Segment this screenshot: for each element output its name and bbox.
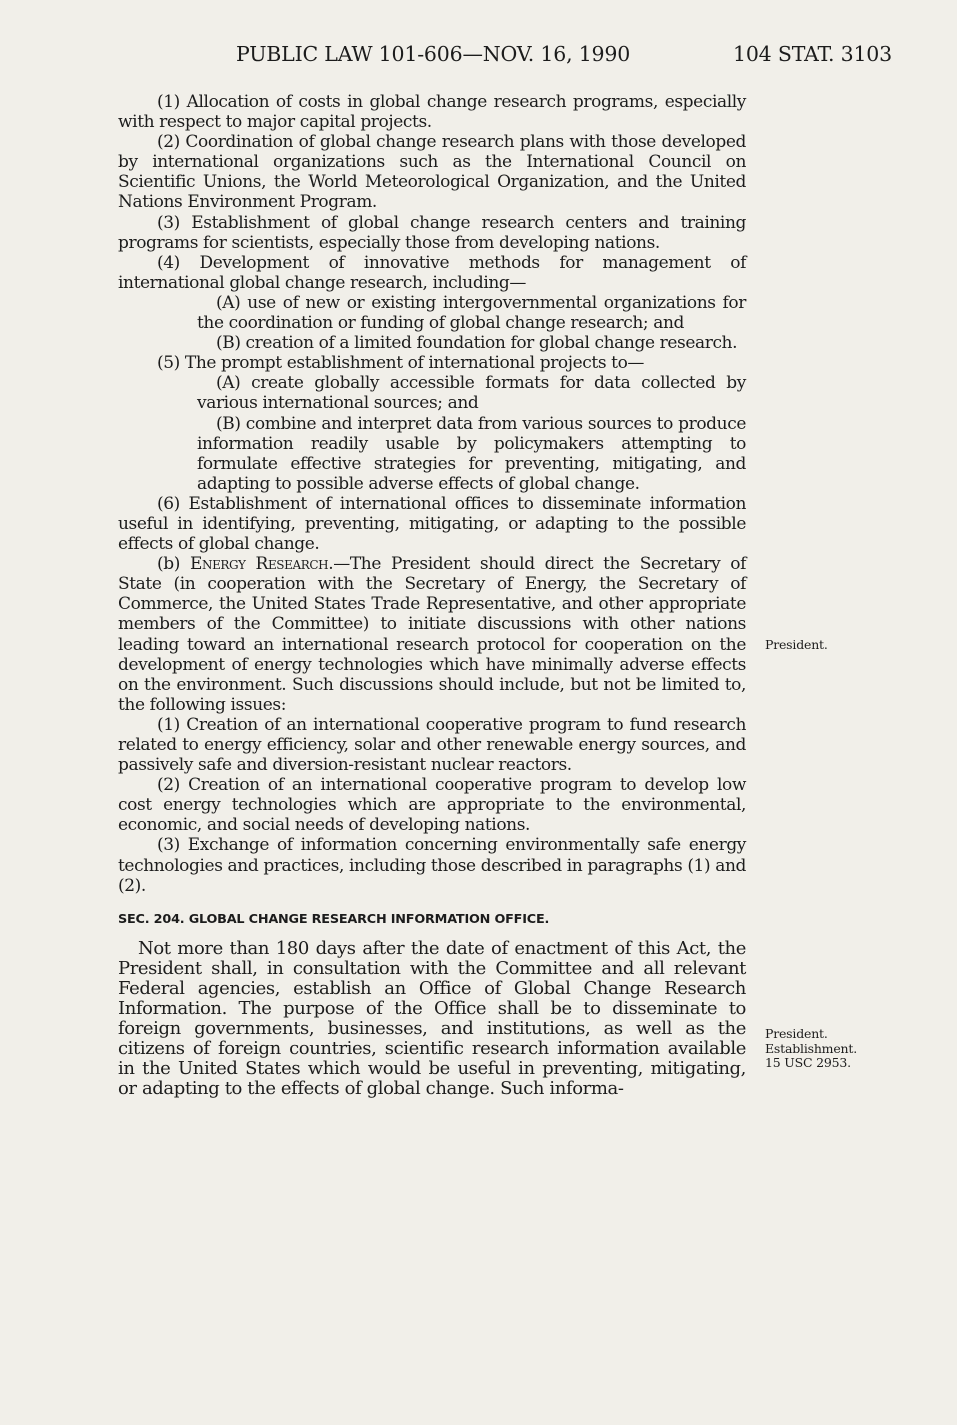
margin-note-president: President. [765,637,828,652]
running-head: PUBLIC LAW 101-606—NOV. 16, 1990 [236,42,631,66]
subparagraph-a4-A: (A) use of new or existing intergovernmental organizations for the coordination or funding of global change research; and [197,292,746,334]
paragraph-b2: (2) Creation of an international cooperative program to develop low cost energy technologies which are appropriate to the environmental, economic, and social needs of developing nations. [118,775,746,836]
paragraph-a3: (3) Establishment of global change research centers and training programs for scientists, especially those from developing nations. [118,212,746,253]
paragraph-a6: (6) Establishment of international offices to disseminate information useful in identifying, preventing, mitigating, or adapting to the possible effects of global change. [118,493,746,555]
subparagraph-a4-B: (B) creation of a limited foundation for global change research. [216,333,738,354]
margin-note-sec204 [765,1027,857,1071]
margin-note-usc: 15 USC 2953. [765,1055,851,1070]
margin-note-president-2: President. [765,1026,828,1041]
paragraph-a5: (5) The prompt establishment of international projects to— [157,353,645,374]
subsection-b [118,554,746,715]
page-number: 104 STAT. 3103 [733,42,892,66]
paragraph-b1: (1) Creation of an international cooperative program to fund research related to energy efficiency, solar and other renewable energy sources, and passively safe and diversion-resistant nuclear reactors. [118,714,746,776]
paragraph-a1: (1) Allocation of costs in global change research programs, especially with respect to major capital projects. [118,92,746,133]
subsection-b-text: .—The President should direct the Secretary of State (in cooperation with the Secretary of Energy, the Secretary of Commerce, the United States Trade Representative, and other appropriate members of the Committee) to initiate discussions with other nations leading toward an international research protocol for cooperation on the development of energy technologies which have minimally adverse effects on the environment. Such discussions should include, but not be limited to, the following issues: [118,554,747,715]
subsection-b-label: (b) [157,554,190,575]
subparagraph-a5-B: (B) combine and interpret data from various sources to produce information readily usable by policymakers attempting to formulate effective strategies for preventing, mitigating, and adapting to possible adverse effects of global change. [197,413,746,494]
paragraph-a4: (4) Development of innovative methods for management of international global change research, including— [118,252,746,293]
section-heading: SEC. 204. GLOBAL CHANGE RESEARCH INFORMATION OFFICE. [118,911,550,927]
page-header [0,42,957,72]
subparagraph-a5-A: (A) create globally accessible formats for data collected by various international sources; and [197,373,746,414]
margin-note-establishment: Establishment. [765,1040,857,1056]
paragraph-b3: (3) Exchange of information concerning environmentally safe energy technologies and practices, including those described in paragraphs (1) and (2). [118,835,746,896]
body-text [118,92,746,1100]
section-text: Not more than 180 days after the date of enactment of this Act, the President shall, in consultation with the Committee and all relevant Federal agencies, establish an Office of Global Change Research Information. The purpose of the Office shall be to disseminate to foreign governments, businesses, and institutions, as well as the citizens of foreign countries, scientific research information available in the United States which would be useful in preventing, mitigating, or adapting to the effects of global change. Such informa- [118,937,746,1100]
subsection-b-heading: Energy Research [189,554,329,575]
paragraph-a2: (2) Coordination of global change research plans with those developed by international organizations such as the International Council on Scientific Unions, the World Meteorological Organization, and the United Nations Environment Program. [118,132,746,213]
